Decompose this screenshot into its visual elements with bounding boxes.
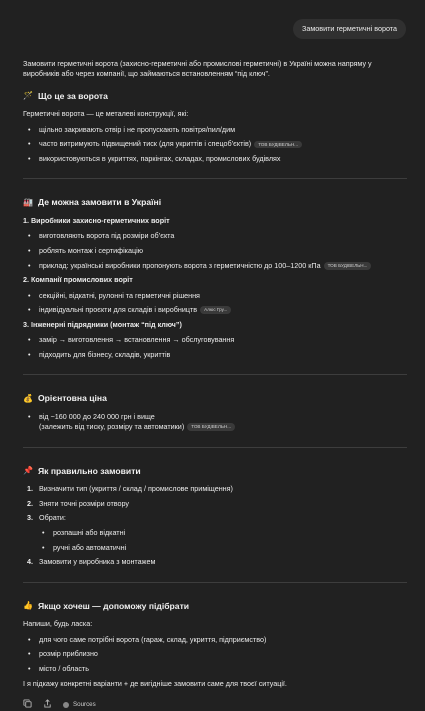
factory-icon: 🏭 [23,197,33,207]
section-title: Що це за ворота [38,90,108,101]
list-item: • ручні або автоматичні [23,543,407,553]
money-bag-icon: 💰 [23,393,33,403]
assistant-response [23,59,407,711]
section-title: Де можна замовити в Україні [38,197,162,208]
section-price-heading [23,392,407,404]
what-list [23,125,407,165]
group-title: 3. Інженерні підрядники (монтаж “під ключ”) [23,319,182,329]
list-item: • виготовляють ворота під розміри об’єкта [23,231,407,241]
steps-list [23,484,407,524]
list-item: • місто / область [23,664,407,674]
steps-list-cont [23,557,407,567]
divider [23,582,407,583]
copy-icon[interactable] [23,699,32,711]
list-item: • замір → виготовлення → встановлення → обслуговування [23,335,407,345]
list-item: • розмір приблизно [23,649,407,659]
section-title: Якщо хочеш — допоможу підібрати [38,600,190,611]
list-item: • роблять монтаж і сертифікацію [23,246,407,256]
sources-button[interactable] [63,701,96,710]
outro-text: І я підкажу конкретні варіанти + де вигідніше замовити саме для твоєї ситуації. [23,678,287,688]
section-lead: Герметичні ворота — це металеві конструкції, які: [23,109,189,119]
section-what-heading [23,90,407,102]
source-chip[interactable]: ТОВ БУДІВЕЛЬН... [187,423,235,431]
section-title: Орієнтовна ціна [38,393,107,404]
wand-icon: 🪄 [23,91,33,101]
intro-text: Замовити герметичні ворота (захисно-герметичні або промислові герметичні) в Україні можна напряму у виробників або через компанії, що займаються встановленням “під ключ”. [23,59,372,79]
list-item: • для чого саме потрібні ворота (гараж, склад, укриття, підприємство) [23,635,407,645]
response-toolbar [23,699,407,711]
list-item: 4. Замовити у виробника з монтажем [27,557,156,567]
sources-label: Sources [73,700,96,708]
group-title: 1. Виробники захисно-герметичних воріт [23,215,170,225]
list-item: • від ~160 000 до 240 000 грн і вище (залежить від тиску, розміру та автоматики) ТОВ БУДІВЕЛЬН... [23,412,407,433]
list-item: 2. Зняти точні розміри отвору [27,498,129,508]
divider [23,374,407,375]
price-list [23,412,407,433]
group2-list [23,291,407,316]
group1-list [23,231,407,271]
share-icon[interactable] [43,699,52,711]
section-title: Як правильно замовити [38,465,141,476]
list-item: • щільно закривають отвір і не пропускають повітря/пил/дим [23,125,407,135]
section-help-heading [23,600,407,612]
group3-list [23,335,407,360]
list-item: • індивідуальні проєкти для складів і виробництв Алюс Гру... [23,305,407,315]
source-chip[interactable]: ТОВ БУДІВЕЛЬН... [324,262,372,270]
source-avatar-icon [63,702,69,708]
section-howto-heading [23,465,407,477]
list-item: 3. Обрати: [27,513,66,523]
list-item: • розпашні або відкатні [23,528,407,538]
list-item: • секційні, відкатні, рулонні та герметичні рішення [23,291,407,301]
list-item: • підходить для бізнесу, складів, укриттів [23,350,407,360]
section-where-heading [23,196,407,208]
divider [23,178,407,179]
section-lead: Напиши, будь ласка: [23,619,93,629]
divider [23,447,407,448]
list-item: • використовуються в укриттях, паркінгах, складах, промислових будівлях [23,154,407,164]
list-item: • часто витримують підвищений тиск (для укриттів і спецоб’єктів) ТОВ БУДІВЕЛЬН... [23,139,407,149]
substeps-list [23,528,407,553]
list-item: • приклад: українські виробники пропонують ворота з герметичністю до 100–1200 кПа ТОВ БУДІВЕЛЬН... [23,261,407,271]
pushpin-icon: 📌 [23,466,33,476]
thumbs-up-icon: 👍 [23,601,33,611]
help-list [23,635,407,675]
list-item: 1. Визначити тип (укриття / склад / промислове приміщення) [27,484,233,494]
user-message-bubble: Замовити герметичні ворота [293,19,406,39]
group-title: 2. Компанії промислових воріт [23,275,133,285]
source-chip[interactable]: ТОВ БУДІВЕЛЬН... [254,141,302,149]
source-chip[interactable]: Алюс Гру... [200,306,231,314]
